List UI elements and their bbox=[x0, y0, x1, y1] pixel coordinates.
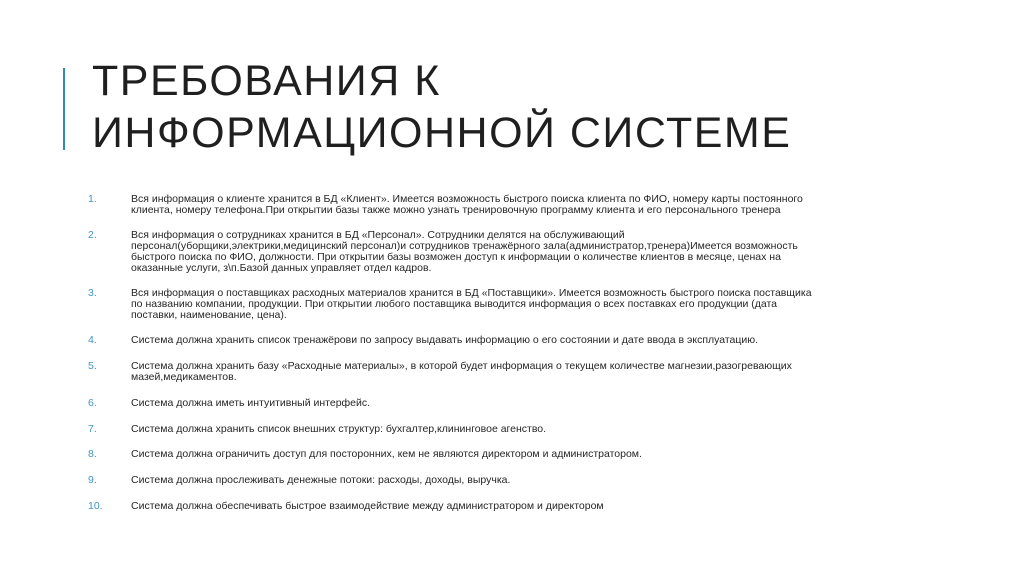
requirement-number: 6. bbox=[88, 397, 97, 409]
requirement-text bbox=[131, 335, 899, 346]
requirement-text-line: Система должна прослеживать денежные потоки: расходы, доходы, выручка. bbox=[131, 474, 511, 486]
requirement-text-line: Система должна хранить базу «Расходные материалы», в которой будет информация о текущем количестве магнезии,разогревающих bbox=[131, 360, 792, 372]
requirement-text-line: персонал(уборщики,электрики,медицинский персонал)и сотрудников тренажёрного зала(администратор,тренера)Имеется возможность bbox=[131, 240, 798, 252]
requirement-text bbox=[131, 424, 899, 435]
requirement-text-line: Система должна хранить список внешних структур: бухгалтер,клининговое агенство. bbox=[131, 423, 547, 435]
requirement-text bbox=[131, 449, 899, 460]
requirement-text-line: оказанные услуги, з\п.Базой данных управляет отдел кадров. bbox=[131, 262, 432, 274]
slide-title-line-1: ТРЕБОВАНИЯ К bbox=[92, 57, 441, 105]
slide-title-line-2: ИНФОРМАЦИОННОЙ СИСТЕМЕ bbox=[92, 109, 792, 157]
requirement-text-line: поставки, наименование, цена). bbox=[131, 309, 287, 321]
requirement-text-line: быстрого поиска по ФИО, должности. При открытии базы возможен доступ к информации о количестве клиентов в месяце, ценах на bbox=[131, 251, 781, 263]
requirement-text bbox=[131, 501, 899, 512]
requirement-number: 9. bbox=[88, 474, 97, 486]
requirement-text bbox=[131, 230, 899, 274]
requirement-text bbox=[131, 475, 899, 486]
requirement-text-line: Вся информация о поставщиках расходных материалов хранится в БД «Поставщики». Имеется возможность быстрого поиска поставщика bbox=[131, 287, 812, 299]
requirement-text bbox=[131, 288, 899, 321]
requirement-text-line: Система должна ограничить доступ для посторонних, кем не являются директором и администратором. bbox=[131, 448, 642, 460]
slide-title bbox=[92, 55, 992, 159]
requirement-number: 7. bbox=[88, 423, 97, 435]
requirement-text-line: мазей,медикаментов. bbox=[131, 371, 237, 383]
requirement-number: 5. bbox=[88, 360, 97, 372]
requirement-text-line: по названию компании, продукции. При открытии любого поставщика выводится информация о всех поставках его продукции (дата bbox=[131, 298, 778, 310]
requirement-text bbox=[131, 194, 899, 216]
requirement-text-line: Вся информация о клиенте хранится в БД «Клиент». Имеется возможность быстрого поиска клиента по ФИО, номеру карты постоянного bbox=[131, 193, 803, 205]
requirement-text bbox=[131, 398, 899, 409]
requirement-number: 4. bbox=[88, 334, 97, 346]
requirement-text-line: Система должна обеспечивать быстрое взаимодействие между администратором и директором bbox=[131, 500, 604, 512]
requirement-text-line: Система должна иметь интуитивный интерфейс. bbox=[131, 397, 371, 409]
requirement-text bbox=[131, 361, 899, 383]
requirement-number: 8. bbox=[88, 448, 97, 460]
requirement-number: 10. bbox=[88, 500, 103, 512]
requirement-number: 3. bbox=[88, 287, 97, 299]
requirement-text-line: клиента, номеру телефона.При открытии базы также можно узнать тренировочную программу клиента и его персонального тренера bbox=[131, 204, 781, 216]
requirement-text-line: Вся информация о сотрудниках хранится в БД «Персонал». Сотрудники делятся на обслуживающий bbox=[131, 229, 625, 241]
requirement-number: 2. bbox=[88, 229, 97, 241]
requirement-text-line: Система должна хранить список тренажёрови по запросу выдавать информацию о его состоянии и дате ввода в эксплуатацию. bbox=[131, 334, 759, 346]
requirement-number: 1. bbox=[88, 193, 97, 205]
title-accent-bar bbox=[63, 68, 65, 150]
